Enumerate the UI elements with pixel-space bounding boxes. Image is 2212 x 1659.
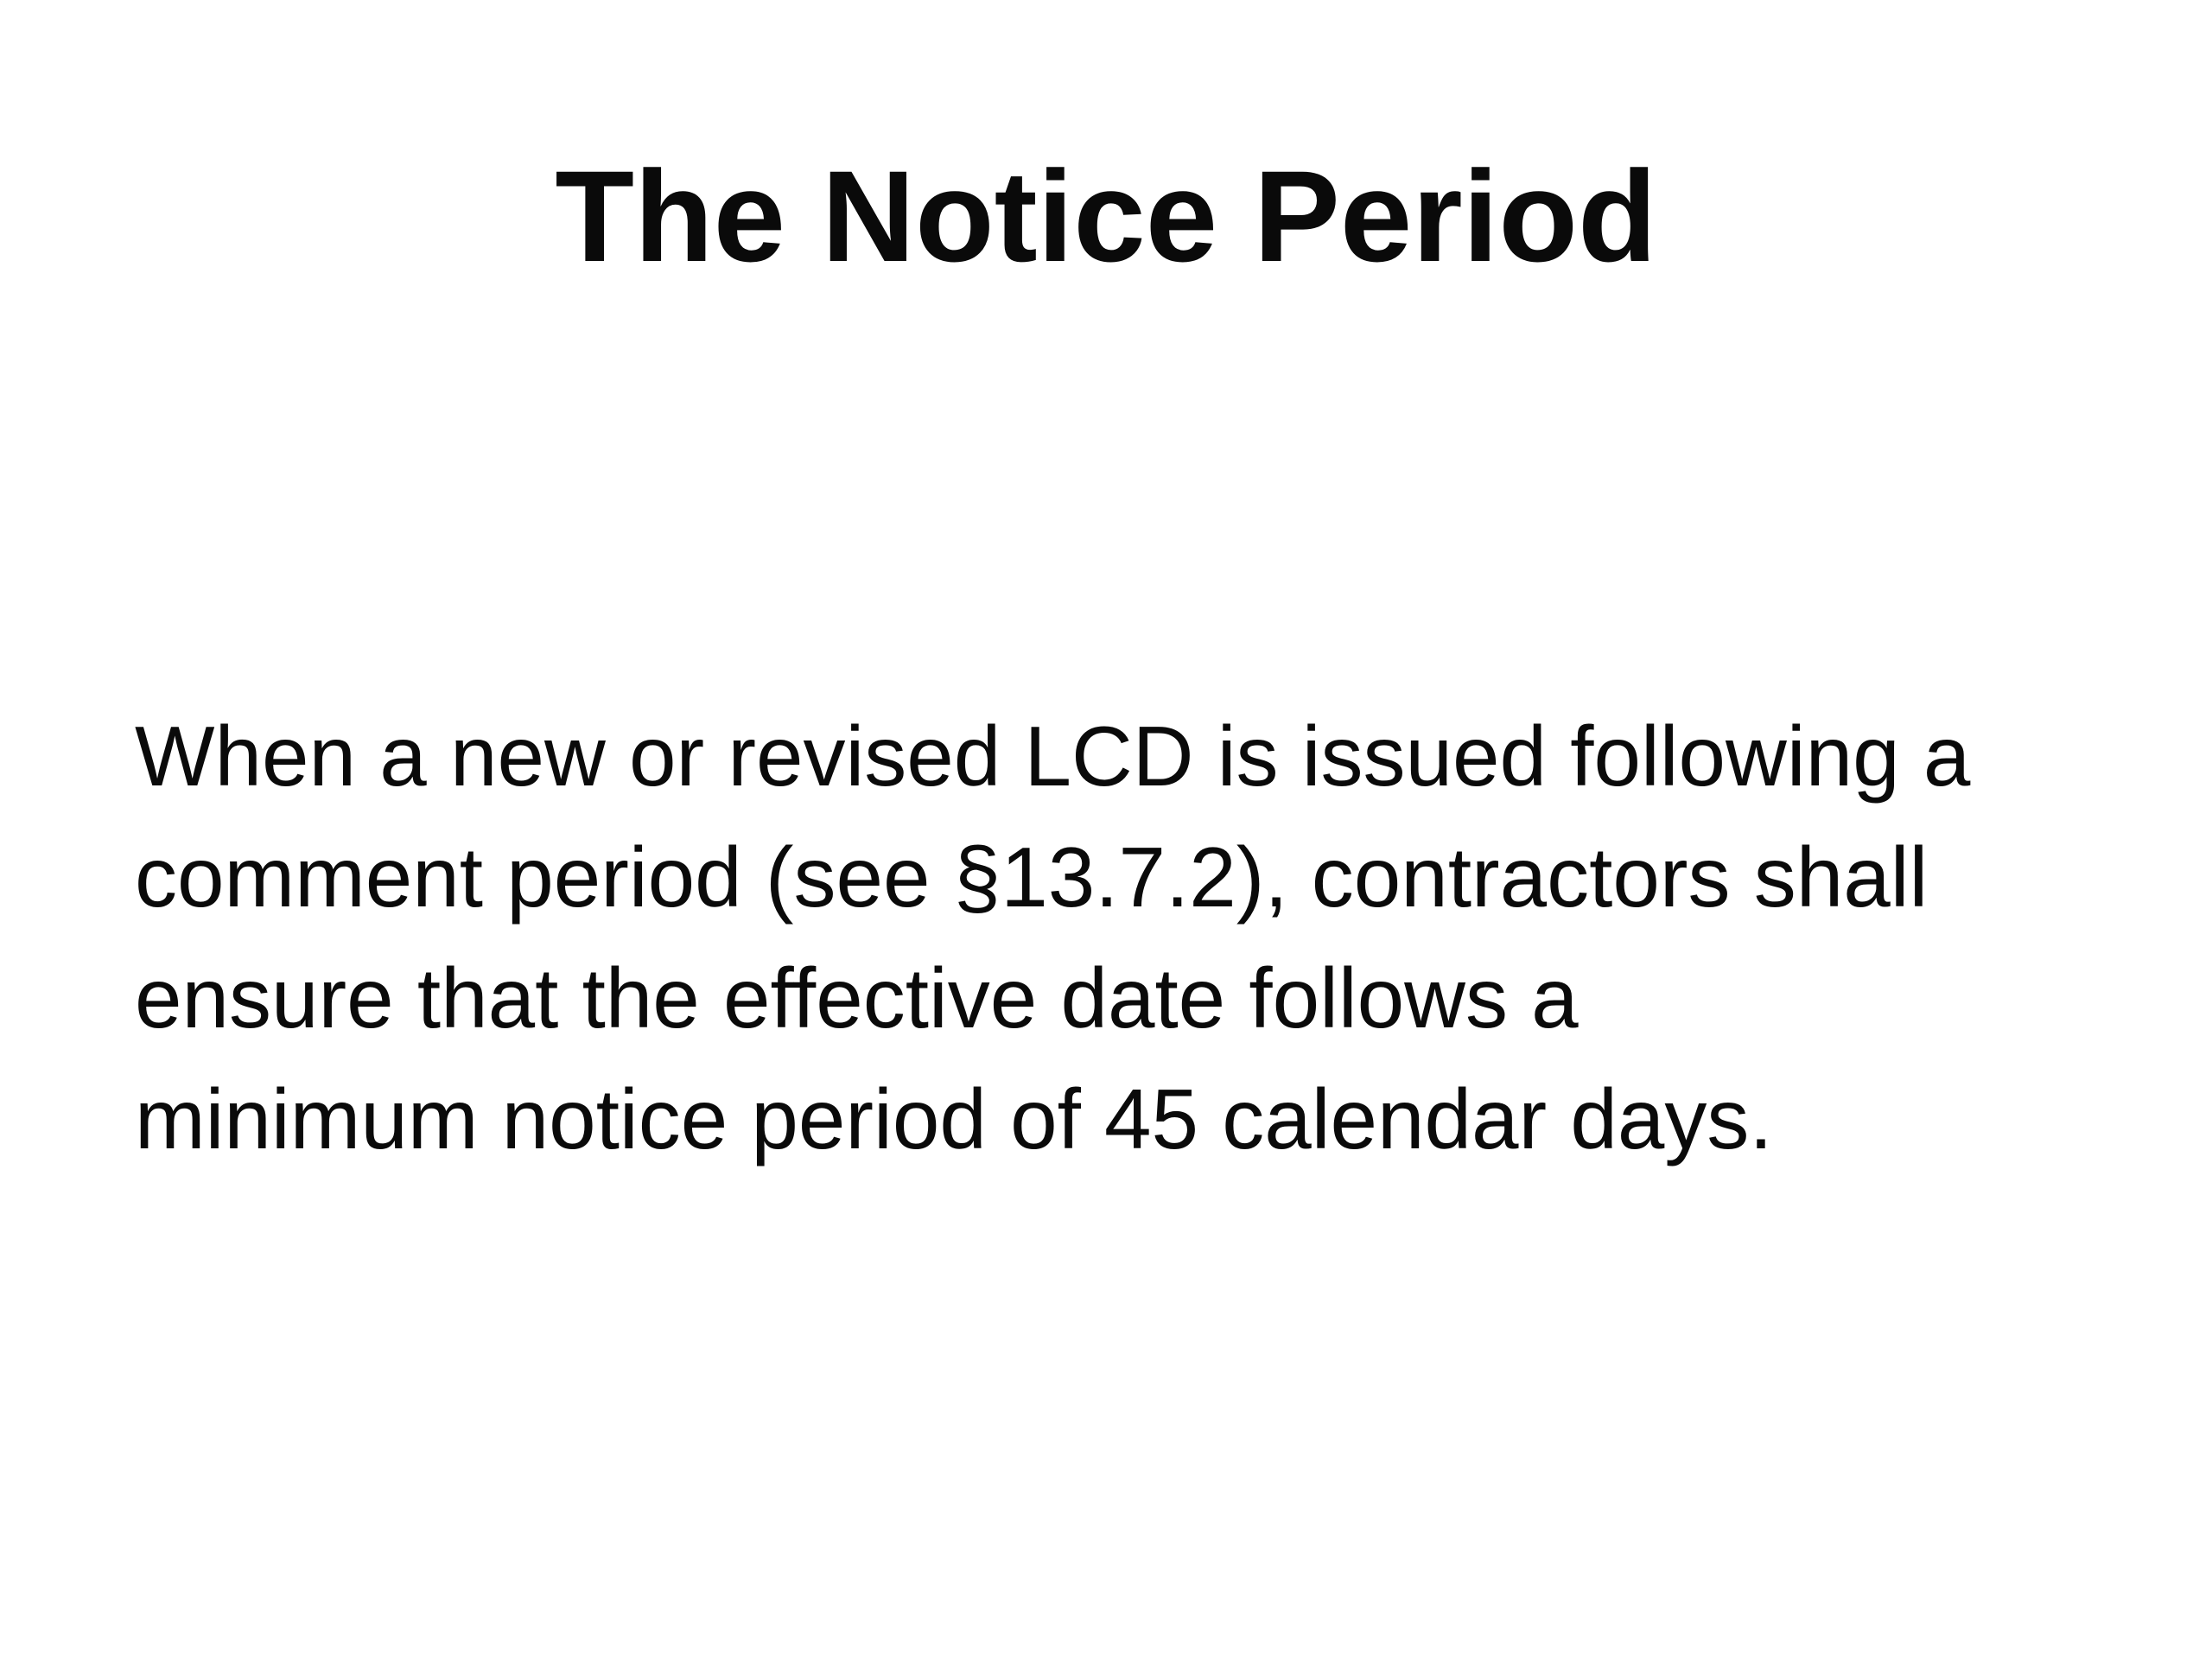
body-line: ensure that the effective date follows a [135,950,1579,1046]
slide-body-text [135,696,2088,1179]
body-line: When a new or revised LCD is issued following a [135,709,1971,804]
body-line: minimum notice period of 45 calendar days. [135,1071,1773,1166]
slide-title: The Notice Period [555,143,1657,289]
body-line: comment period (see §13.7.2), contractors shall [135,830,1929,925]
